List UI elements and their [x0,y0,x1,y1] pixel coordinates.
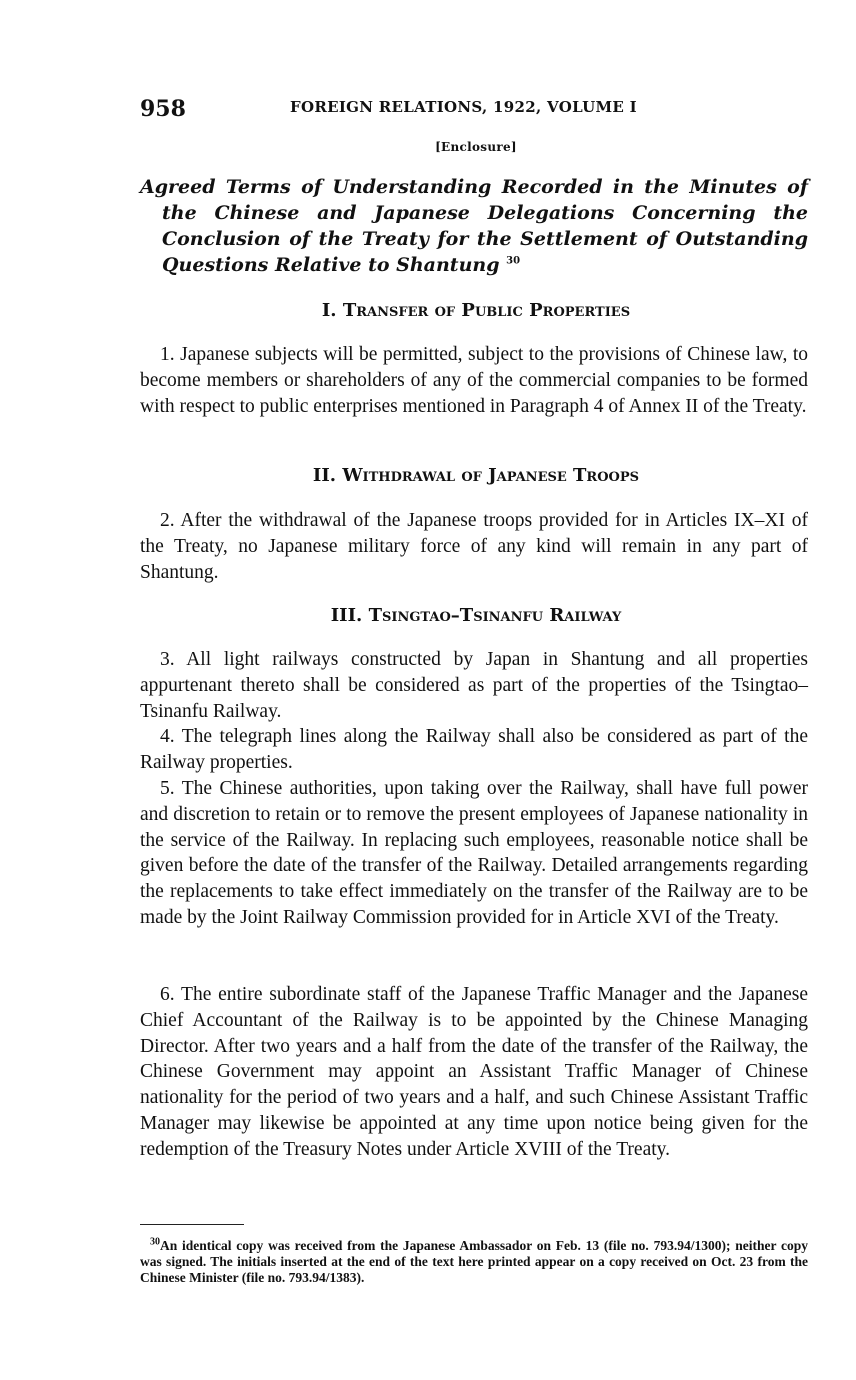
section-numeral: I. [321,300,337,321]
section-heading-2 [140,465,812,486]
paragraph-4: 4. The telegraph lines along the Railway shall also be considered as part of the Railway properties. [140,726,808,773]
footnote-rule [140,1224,244,1225]
paragraph-2: 2. After the withdrawal of the Japanese troops provided for in Articles IX–XI of the Treaty, no Japanese military force of any kind will remain in any part of Shantung. [140,510,808,583]
section-numeral: III. [330,605,363,626]
running-title: FOREIGN RELATIONS, 1922, VOLUME I [290,98,637,116]
paragraph-3: 3. All light railways constructed by Japan in Shantung and all properties appurtenant thereto shall be considered as part of the properties of the Tsingtao–Tsinanfu Railway. [140,649,808,722]
page-number: 958 [140,96,186,122]
footnote-mark: 30 [150,1236,160,1248]
footnote-text: An identical copy was received from the Japanese Ambassador on Feb. 13 (file no. 793.94/1300); neither copy was signed. The initials inserted at the end of the text here printed appear on a copy received on Oct. 23 from the Chinese Minister (file no. 793.94/1383). [140,1238,808,1285]
footnote [140,1238,808,1286]
paragraph-6: 6. The entire subordinate staff of the Japanese Traffic Manager and the Japanese Chief Accountant of the Railway is to be appointed by the Chinese Managing Director. After two years and a half from the date of the transfer of the Railway, the Chinese Government may appoint an Assistant Traffic Manager of Chinese nationality for the period of two years and a half, and such Chinese Assistant Traffic Manager may likewise be appointed at any time upon notice being given for the redemption of the Treasury Notes under Article XVIII of the Treaty. [140,984,808,1160]
section-heading-3 [140,605,812,626]
document-title-text: Agreed Terms of Understanding Recorded in the Minutes of the Chinese and Japanese Delegations Concerning the Conclusion of the Treaty for the Settlement of Outstanding Questions Relative to Shantung [140,176,808,276]
document-title [140,174,808,278]
section-title: Withdrawal of Japanese Troops [342,465,640,486]
running-header [140,96,812,122]
section-title: Transfer of Public Properties [342,300,631,321]
section-title: Tsingtao–Tsinanfu Railway [368,605,622,626]
section-heading-1 [140,300,812,321]
paragraph-1: 1. Japanese subjects will be permitted, subject to the provisions of Chinese law, to become members or shareholders of any of the commercial companies to be formed with respect to public enterprises mentioned in Paragraph 4 of Annex II of the Treaty. [140,344,808,417]
section-numeral: II. [312,465,337,486]
enclosure-label: [Enclosure] [435,140,517,154]
paragraph-5: 5. The Chinese authorities, upon taking over the Railway, shall have full power and discretion to retain or to remove the present employees of Japanese nationality in the service of the Railway. In replacing such employees, reasonable notice shall be given before the date of the transfer of the Railway. Detailed arrangements regarding the replacements to take effect immediately on the transfer of the Railway are to be made by the Joint Railway Commission provided for in Article XVI of the Treaty. [140,778,808,928]
title-footnote-ref: 30 [506,255,521,267]
